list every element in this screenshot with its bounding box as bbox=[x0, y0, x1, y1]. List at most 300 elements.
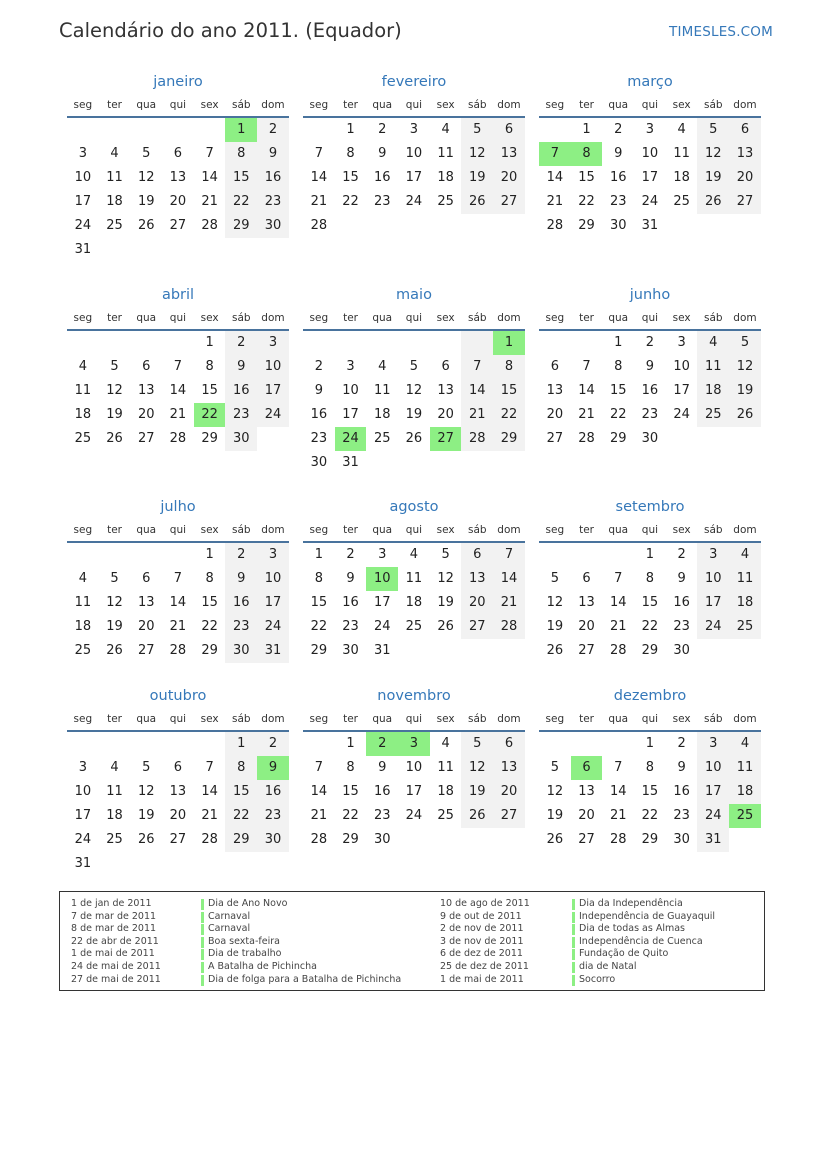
day-cell[interactable]: 16 bbox=[373, 170, 391, 185]
day-cell[interactable]: 18 bbox=[74, 407, 92, 422]
day-cell[interactable]: 11 bbox=[729, 567, 761, 591]
day-cell[interactable]: 12 bbox=[729, 355, 761, 379]
day-cell[interactable]: 24 bbox=[74, 218, 92, 233]
day-cell[interactable]: 3 bbox=[645, 122, 655, 137]
day-cell[interactable]: 21 bbox=[310, 808, 328, 823]
day-cell[interactable]: 8 bbox=[571, 142, 603, 166]
day-cell[interactable]: 29 bbox=[493, 427, 525, 451]
day-cell[interactable]: 18 bbox=[106, 194, 123, 209]
day-cell[interactable]: 10 bbox=[697, 567, 729, 591]
day-cell[interactable]: 9 bbox=[378, 760, 387, 775]
day-cell[interactable]: 1 bbox=[225, 118, 257, 142]
day-cell[interactable]: 14 bbox=[310, 784, 328, 799]
day-cell[interactable]: 1 bbox=[582, 122, 591, 137]
day-cell[interactable]: 16 bbox=[641, 383, 659, 398]
day-cell[interactable]: 29 bbox=[310, 643, 328, 658]
day-cell[interactable]: 12 bbox=[461, 756, 493, 780]
day-cell[interactable]: 7 bbox=[614, 571, 623, 586]
day-cell[interactable]: 10 bbox=[641, 146, 659, 161]
day-cell[interactable]: 13 bbox=[578, 784, 595, 799]
day-cell[interactable]: 15 bbox=[201, 383, 218, 398]
day-cell[interactable]: 1 bbox=[645, 547, 655, 562]
day-cell[interactable]: 21 bbox=[493, 591, 525, 615]
day-cell[interactable]: 24 bbox=[405, 808, 423, 823]
day-cell[interactable]: 2 bbox=[677, 547, 686, 562]
day-cell[interactable]: 30 bbox=[641, 431, 659, 446]
day-cell[interactable]: 20 bbox=[137, 407, 155, 422]
day-cell[interactable]: 22 bbox=[201, 619, 218, 634]
day-cell[interactable]: 19 bbox=[461, 166, 493, 190]
day-cell[interactable]: 6 bbox=[461, 543, 493, 567]
day-cell[interactable]: 2 bbox=[346, 547, 355, 562]
day-cell[interactable]: 22 bbox=[493, 403, 525, 427]
day-cell[interactable]: 29 bbox=[641, 832, 659, 847]
day-cell[interactable]: 12 bbox=[106, 595, 123, 610]
day-cell[interactable]: 21 bbox=[201, 194, 218, 209]
day-cell[interactable]: 16 bbox=[342, 595, 359, 610]
day-cell[interactable]: 8 bbox=[493, 355, 525, 379]
day-cell[interactable]: 31 bbox=[641, 218, 659, 233]
day-cell[interactable]: 23 bbox=[373, 808, 391, 823]
day-cell[interactable]: 22 bbox=[578, 194, 595, 209]
day-cell[interactable]: 13 bbox=[546, 383, 564, 398]
day-cell[interactable]: 8 bbox=[314, 571, 323, 586]
day-cell[interactable]: 22 bbox=[225, 190, 257, 214]
day-cell[interactable]: 24 bbox=[335, 427, 367, 451]
day-cell[interactable]: 16 bbox=[373, 784, 391, 799]
day-cell[interactable]: 14 bbox=[310, 170, 328, 185]
day-cell[interactable]: 4 bbox=[78, 359, 87, 374]
day-cell[interactable]: 6 bbox=[142, 359, 151, 374]
day-cell[interactable]: 25 bbox=[673, 194, 690, 209]
day-cell[interactable]: 26 bbox=[546, 643, 564, 658]
day-cell[interactable]: 17 bbox=[405, 170, 423, 185]
day-cell[interactable]: 12 bbox=[137, 170, 155, 185]
day-cell[interactable]: 23 bbox=[225, 403, 257, 427]
day-cell[interactable]: 27 bbox=[729, 190, 761, 214]
day-cell[interactable]: 3 bbox=[398, 732, 430, 756]
day-cell[interactable]: 17 bbox=[641, 170, 659, 185]
day-cell[interactable]: 6 bbox=[571, 756, 603, 780]
day-cell[interactable]: 19 bbox=[697, 166, 729, 190]
day-cell[interactable]: 20 bbox=[578, 619, 595, 634]
day-cell[interactable]: 27 bbox=[546, 431, 564, 446]
day-cell[interactable]: 11 bbox=[106, 170, 123, 185]
day-cell[interactable]: 13 bbox=[169, 784, 187, 799]
day-cell[interactable]: 30 bbox=[225, 639, 257, 663]
day-cell[interactable]: 20 bbox=[169, 194, 187, 209]
day-cell[interactable]: 15 bbox=[342, 170, 359, 185]
day-cell[interactable]: 30 bbox=[257, 828, 289, 852]
day-cell[interactable]: 27 bbox=[169, 832, 187, 847]
day-cell[interactable]: 9 bbox=[257, 756, 289, 780]
day-cell[interactable]: 30 bbox=[673, 643, 690, 658]
day-cell[interactable]: 30 bbox=[225, 427, 257, 451]
day-cell[interactable]: 3 bbox=[346, 359, 355, 374]
day-cell[interactable]: 30 bbox=[257, 214, 289, 238]
day-cell[interactable]: 4 bbox=[677, 122, 686, 137]
day-cell[interactable]: 24 bbox=[74, 832, 92, 847]
day-cell[interactable]: 7 bbox=[582, 359, 591, 374]
day-cell[interactable]: 20 bbox=[578, 808, 595, 823]
day-cell[interactable]: 28 bbox=[493, 615, 525, 639]
day-cell[interactable]: 7 bbox=[614, 760, 623, 775]
day-cell[interactable]: 8 bbox=[645, 760, 655, 775]
day-cell[interactable]: 4 bbox=[441, 122, 450, 137]
day-cell[interactable]: 6 bbox=[441, 359, 450, 374]
day-cell[interactable]: 2 bbox=[366, 732, 398, 756]
day-cell[interactable]: 24 bbox=[405, 194, 423, 209]
day-cell[interactable]: 14 bbox=[169, 595, 187, 610]
day-cell[interactable]: 30 bbox=[673, 832, 690, 847]
day-cell[interactable]: 10 bbox=[366, 567, 398, 591]
day-cell[interactable]: 2 bbox=[257, 732, 289, 756]
day-cell[interactable]: 25 bbox=[373, 431, 391, 446]
day-cell[interactable]: 16 bbox=[673, 595, 690, 610]
day-cell[interactable]: 21 bbox=[310, 194, 328, 209]
day-cell[interactable]: 29 bbox=[201, 643, 218, 658]
day-cell[interactable]: 20 bbox=[169, 808, 187, 823]
day-cell[interactable]: 31 bbox=[257, 639, 289, 663]
day-cell[interactable]: 2 bbox=[677, 736, 686, 751]
day-cell[interactable]: 26 bbox=[546, 832, 564, 847]
day-cell[interactable]: 16 bbox=[257, 780, 289, 804]
day-cell[interactable]: 16 bbox=[609, 170, 627, 185]
day-cell[interactable]: 26 bbox=[437, 619, 454, 634]
day-cell[interactable]: 23 bbox=[641, 407, 659, 422]
brand-link[interactable]: TIMESLES.COM bbox=[669, 24, 773, 40]
day-cell[interactable]: 31 bbox=[74, 856, 92, 871]
day-cell[interactable]: 27 bbox=[461, 615, 493, 639]
day-cell[interactable]: 24 bbox=[641, 194, 659, 209]
day-cell[interactable]: 20 bbox=[137, 619, 155, 634]
day-cell[interactable]: 7 bbox=[314, 146, 323, 161]
day-cell[interactable]: 15 bbox=[201, 595, 218, 610]
day-cell[interactable]: 2 bbox=[225, 543, 257, 567]
day-cell[interactable]: 8 bbox=[614, 359, 623, 374]
day-cell[interactable]: 12 bbox=[405, 383, 423, 398]
day-cell[interactable]: 18 bbox=[437, 784, 454, 799]
day-cell[interactable]: 4 bbox=[441, 736, 450, 751]
day-cell[interactable]: 16 bbox=[673, 784, 690, 799]
day-cell[interactable]: 21 bbox=[461, 403, 493, 427]
day-cell[interactable]: 23 bbox=[673, 808, 690, 823]
day-cell[interactable]: 22 bbox=[641, 619, 659, 634]
day-cell[interactable]: 3 bbox=[78, 760, 87, 775]
day-cell[interactable]: 17 bbox=[257, 591, 289, 615]
day-cell[interactable]: 25 bbox=[729, 615, 761, 639]
day-cell[interactable]: 7 bbox=[205, 146, 214, 161]
day-cell[interactable]: 23 bbox=[257, 190, 289, 214]
day-cell[interactable]: 6 bbox=[173, 146, 183, 161]
day-cell[interactable]: 10 bbox=[405, 146, 423, 161]
day-cell[interactable]: 9 bbox=[677, 571, 686, 586]
day-cell[interactable]: 5 bbox=[729, 331, 761, 355]
day-cell[interactable]: 3 bbox=[409, 122, 419, 137]
day-cell[interactable]: 15 bbox=[641, 595, 659, 610]
day-cell[interactable]: 18 bbox=[697, 379, 729, 403]
day-cell[interactable]: 12 bbox=[461, 142, 493, 166]
day-cell[interactable]: 13 bbox=[461, 567, 493, 591]
day-cell[interactable]: 25 bbox=[106, 832, 123, 847]
day-cell[interactable]: 30 bbox=[609, 218, 627, 233]
day-cell[interactable]: 6 bbox=[173, 760, 183, 775]
day-cell[interactable]: 28 bbox=[169, 643, 187, 658]
day-cell[interactable]: 27 bbox=[137, 431, 155, 446]
day-cell[interactable]: 24 bbox=[257, 615, 289, 639]
day-cell[interactable]: 29 bbox=[342, 832, 359, 847]
day-cell[interactable]: 22 bbox=[342, 808, 359, 823]
day-cell[interactable]: 21 bbox=[546, 194, 564, 209]
day-cell[interactable]: 14 bbox=[493, 567, 525, 591]
day-cell[interactable]: 11 bbox=[74, 383, 92, 398]
day-cell[interactable]: 8 bbox=[645, 571, 655, 586]
day-cell[interactable]: 11 bbox=[405, 571, 423, 586]
day-cell[interactable]: 5 bbox=[110, 359, 119, 374]
day-cell[interactable]: 23 bbox=[257, 804, 289, 828]
day-cell[interactable]: 4 bbox=[378, 359, 387, 374]
day-cell[interactable]: 19 bbox=[405, 407, 423, 422]
day-cell[interactable]: 14 bbox=[546, 170, 564, 185]
day-cell[interactable]: 19 bbox=[546, 808, 564, 823]
day-cell[interactable]: 2 bbox=[225, 331, 257, 355]
day-cell[interactable]: 13 bbox=[493, 142, 525, 166]
day-cell[interactable]: 23 bbox=[310, 431, 328, 446]
day-cell[interactable]: 8 bbox=[225, 756, 257, 780]
day-cell[interactable]: 18 bbox=[729, 780, 761, 804]
day-cell[interactable]: 10 bbox=[74, 784, 92, 799]
day-cell[interactable]: 7 bbox=[461, 355, 493, 379]
day-cell[interactable]: 26 bbox=[729, 403, 761, 427]
day-cell[interactable]: 21 bbox=[201, 808, 218, 823]
day-cell[interactable]: 7 bbox=[205, 760, 214, 775]
day-cell[interactable]: 31 bbox=[74, 242, 92, 257]
day-cell[interactable]: 29 bbox=[225, 214, 257, 238]
day-cell[interactable]: 4 bbox=[110, 760, 119, 775]
day-cell[interactable]: 18 bbox=[373, 407, 391, 422]
day-cell[interactable]: 14 bbox=[201, 170, 218, 185]
day-cell[interactable]: 26 bbox=[137, 832, 155, 847]
day-cell[interactable]: 25 bbox=[729, 804, 761, 828]
day-cell[interactable]: 30 bbox=[373, 832, 391, 847]
day-cell[interactable]: 1 bbox=[205, 335, 214, 350]
day-cell[interactable]: 3 bbox=[378, 547, 387, 562]
day-cell[interactable]: 11 bbox=[437, 146, 454, 161]
day-cell[interactable]: 26 bbox=[697, 190, 729, 214]
day-cell[interactable]: 3 bbox=[697, 732, 729, 756]
day-cell[interactable]: 9 bbox=[346, 571, 355, 586]
day-cell[interactable]: 24 bbox=[697, 615, 729, 639]
day-cell[interactable]: 27 bbox=[578, 643, 595, 658]
day-cell[interactable]: 24 bbox=[673, 407, 690, 422]
day-cell[interactable]: 17 bbox=[342, 407, 359, 422]
day-cell[interactable]: 31 bbox=[342, 455, 359, 470]
day-cell[interactable]: 9 bbox=[225, 567, 257, 591]
day-cell[interactable]: 7 bbox=[539, 142, 571, 166]
day-cell[interactable]: 10 bbox=[257, 567, 289, 591]
day-cell[interactable]: 18 bbox=[74, 619, 92, 634]
day-cell[interactable]: 11 bbox=[106, 784, 123, 799]
day-cell[interactable]: 17 bbox=[74, 808, 92, 823]
day-cell[interactable]: 26 bbox=[405, 431, 423, 446]
day-cell[interactable]: 8 bbox=[205, 359, 214, 374]
day-cell[interactable]: 12 bbox=[546, 784, 564, 799]
day-cell[interactable]: 10 bbox=[74, 170, 92, 185]
day-cell[interactable]: 10 bbox=[257, 355, 289, 379]
day-cell[interactable]: 2 bbox=[378, 122, 387, 137]
day-cell[interactable]: 18 bbox=[673, 170, 690, 185]
day-cell[interactable]: 20 bbox=[493, 166, 525, 190]
day-cell[interactable]: 1 bbox=[645, 736, 655, 751]
day-cell[interactable]: 15 bbox=[493, 379, 525, 403]
day-cell[interactable]: 11 bbox=[729, 756, 761, 780]
day-cell[interactable]: 28 bbox=[578, 431, 595, 446]
day-cell[interactable]: 6 bbox=[493, 118, 525, 142]
day-cell[interactable]: 28 bbox=[609, 643, 627, 658]
day-cell[interactable]: 22 bbox=[194, 403, 226, 427]
day-cell[interactable]: 18 bbox=[405, 595, 423, 610]
day-cell[interactable]: 6 bbox=[142, 571, 151, 586]
day-cell[interactable]: 13 bbox=[493, 756, 525, 780]
day-cell[interactable]: 9 bbox=[257, 142, 289, 166]
day-cell[interactable]: 20 bbox=[437, 407, 454, 422]
day-cell[interactable]: 2 bbox=[614, 122, 623, 137]
day-cell[interactable]: 19 bbox=[729, 379, 761, 403]
day-cell[interactable]: 25 bbox=[74, 643, 92, 658]
day-cell[interactable]: 28 bbox=[310, 832, 328, 847]
day-cell[interactable]: 10 bbox=[342, 383, 359, 398]
day-cell[interactable]: 27 bbox=[493, 190, 525, 214]
day-cell[interactable]: 13 bbox=[578, 595, 595, 610]
day-cell[interactable]: 21 bbox=[609, 619, 627, 634]
day-cell[interactable]: 14 bbox=[609, 784, 627, 799]
day-cell[interactable]: 21 bbox=[169, 407, 187, 422]
day-cell[interactable]: 8 bbox=[205, 571, 214, 586]
day-cell[interactable]: 19 bbox=[106, 619, 123, 634]
day-cell[interactable]: 14 bbox=[201, 784, 218, 799]
day-cell[interactable]: 24 bbox=[697, 804, 729, 828]
day-cell[interactable]: 7 bbox=[493, 543, 525, 567]
day-cell[interactable]: 27 bbox=[430, 427, 462, 451]
day-cell[interactable]: 16 bbox=[310, 407, 328, 422]
day-cell[interactable]: 20 bbox=[493, 780, 525, 804]
day-cell[interactable]: 9 bbox=[378, 146, 387, 161]
day-cell[interactable]: 25 bbox=[106, 218, 123, 233]
day-cell[interactable]: 6 bbox=[582, 571, 591, 586]
day-cell[interactable]: 19 bbox=[137, 194, 155, 209]
day-cell[interactable]: 6 bbox=[493, 732, 525, 756]
day-cell[interactable]: 28 bbox=[201, 218, 218, 233]
day-cell[interactable]: 26 bbox=[461, 190, 493, 214]
day-cell[interactable]: 5 bbox=[550, 571, 559, 586]
day-cell[interactable]: 15 bbox=[609, 383, 627, 398]
day-cell[interactable]: 5 bbox=[697, 118, 729, 142]
day-cell[interactable]: 14 bbox=[578, 383, 595, 398]
day-cell[interactable]: 21 bbox=[578, 407, 595, 422]
day-cell[interactable]: 23 bbox=[225, 615, 257, 639]
day-cell[interactable]: 23 bbox=[673, 619, 690, 634]
day-cell[interactable]: 15 bbox=[310, 595, 328, 610]
day-cell[interactable]: 1 bbox=[205, 547, 214, 562]
day-cell[interactable]: 18 bbox=[106, 808, 123, 823]
day-cell[interactable]: 29 bbox=[578, 218, 595, 233]
day-cell[interactable]: 1 bbox=[346, 122, 355, 137]
day-cell[interactable]: 13 bbox=[169, 170, 187, 185]
day-cell[interactable]: 15 bbox=[578, 170, 595, 185]
day-cell[interactable]: 13 bbox=[137, 595, 155, 610]
day-cell[interactable]: 10 bbox=[697, 756, 729, 780]
day-cell[interactable]: 22 bbox=[342, 194, 359, 209]
day-cell[interactable]: 13 bbox=[729, 142, 761, 166]
day-cell[interactable]: 2 bbox=[257, 118, 289, 142]
day-cell[interactable]: 9 bbox=[645, 359, 655, 374]
day-cell[interactable]: 22 bbox=[225, 804, 257, 828]
day-cell[interactable]: 17 bbox=[74, 194, 92, 209]
day-cell[interactable]: 31 bbox=[373, 643, 391, 658]
day-cell[interactable]: 3 bbox=[257, 331, 289, 355]
day-cell[interactable]: 28 bbox=[461, 427, 493, 451]
day-cell[interactable]: 4 bbox=[110, 146, 119, 161]
day-cell[interactable]: 1 bbox=[225, 732, 257, 756]
day-cell[interactable]: 9 bbox=[314, 383, 323, 398]
day-cell[interactable]: 4 bbox=[78, 571, 87, 586]
day-cell[interactable]: 27 bbox=[493, 804, 525, 828]
day-cell[interactable]: 25 bbox=[437, 808, 454, 823]
day-cell[interactable]: 14 bbox=[461, 379, 493, 403]
day-cell[interactable]: 18 bbox=[437, 170, 454, 185]
day-cell[interactable]: 3 bbox=[677, 335, 686, 350]
day-cell[interactable]: 22 bbox=[609, 407, 627, 422]
day-cell[interactable]: 19 bbox=[137, 808, 155, 823]
day-cell[interactable]: 13 bbox=[137, 383, 155, 398]
day-cell[interactable]: 12 bbox=[106, 383, 123, 398]
day-cell[interactable]: 8 bbox=[346, 760, 355, 775]
day-cell[interactable]: 5 bbox=[142, 146, 151, 161]
day-cell[interactable]: 25 bbox=[437, 194, 454, 209]
day-cell[interactable]: 30 bbox=[310, 455, 328, 470]
day-cell[interactable]: 11 bbox=[373, 383, 391, 398]
day-cell[interactable]: 1 bbox=[493, 331, 525, 355]
day-cell[interactable]: 21 bbox=[169, 619, 187, 634]
day-cell[interactable]: 10 bbox=[673, 359, 690, 374]
day-cell[interactable]: 26 bbox=[461, 804, 493, 828]
day-cell[interactable]: 20 bbox=[546, 407, 564, 422]
day-cell[interactable]: 31 bbox=[697, 828, 729, 852]
day-cell[interactable]: 29 bbox=[641, 643, 659, 658]
day-cell[interactable]: 8 bbox=[346, 146, 355, 161]
day-cell[interactable]: 16 bbox=[225, 379, 257, 403]
day-cell[interactable]: 28 bbox=[201, 832, 218, 847]
day-cell[interactable]: 25 bbox=[697, 403, 729, 427]
day-cell[interactable]: 5 bbox=[110, 571, 119, 586]
day-cell[interactable]: 19 bbox=[437, 595, 454, 610]
day-cell[interactable]: 1 bbox=[614, 335, 623, 350]
day-cell[interactable]: 7 bbox=[314, 760, 323, 775]
day-cell[interactable]: 5 bbox=[142, 760, 151, 775]
day-cell[interactable]: 5 bbox=[441, 547, 450, 562]
day-cell[interactable]: 5 bbox=[461, 118, 493, 142]
day-cell[interactable]: 26 bbox=[106, 643, 123, 658]
day-cell[interactable]: 2 bbox=[314, 359, 323, 374]
day-cell[interactable]: 9 bbox=[225, 355, 257, 379]
day-cell[interactable]: 7 bbox=[173, 571, 183, 586]
day-cell[interactable]: 7 bbox=[173, 359, 183, 374]
day-cell[interactable]: 3 bbox=[78, 146, 87, 161]
day-cell[interactable]: 8 bbox=[225, 142, 257, 166]
day-cell[interactable]: 14 bbox=[609, 595, 627, 610]
day-cell[interactable]: 1 bbox=[346, 736, 355, 751]
day-cell[interactable]: 28 bbox=[609, 832, 627, 847]
